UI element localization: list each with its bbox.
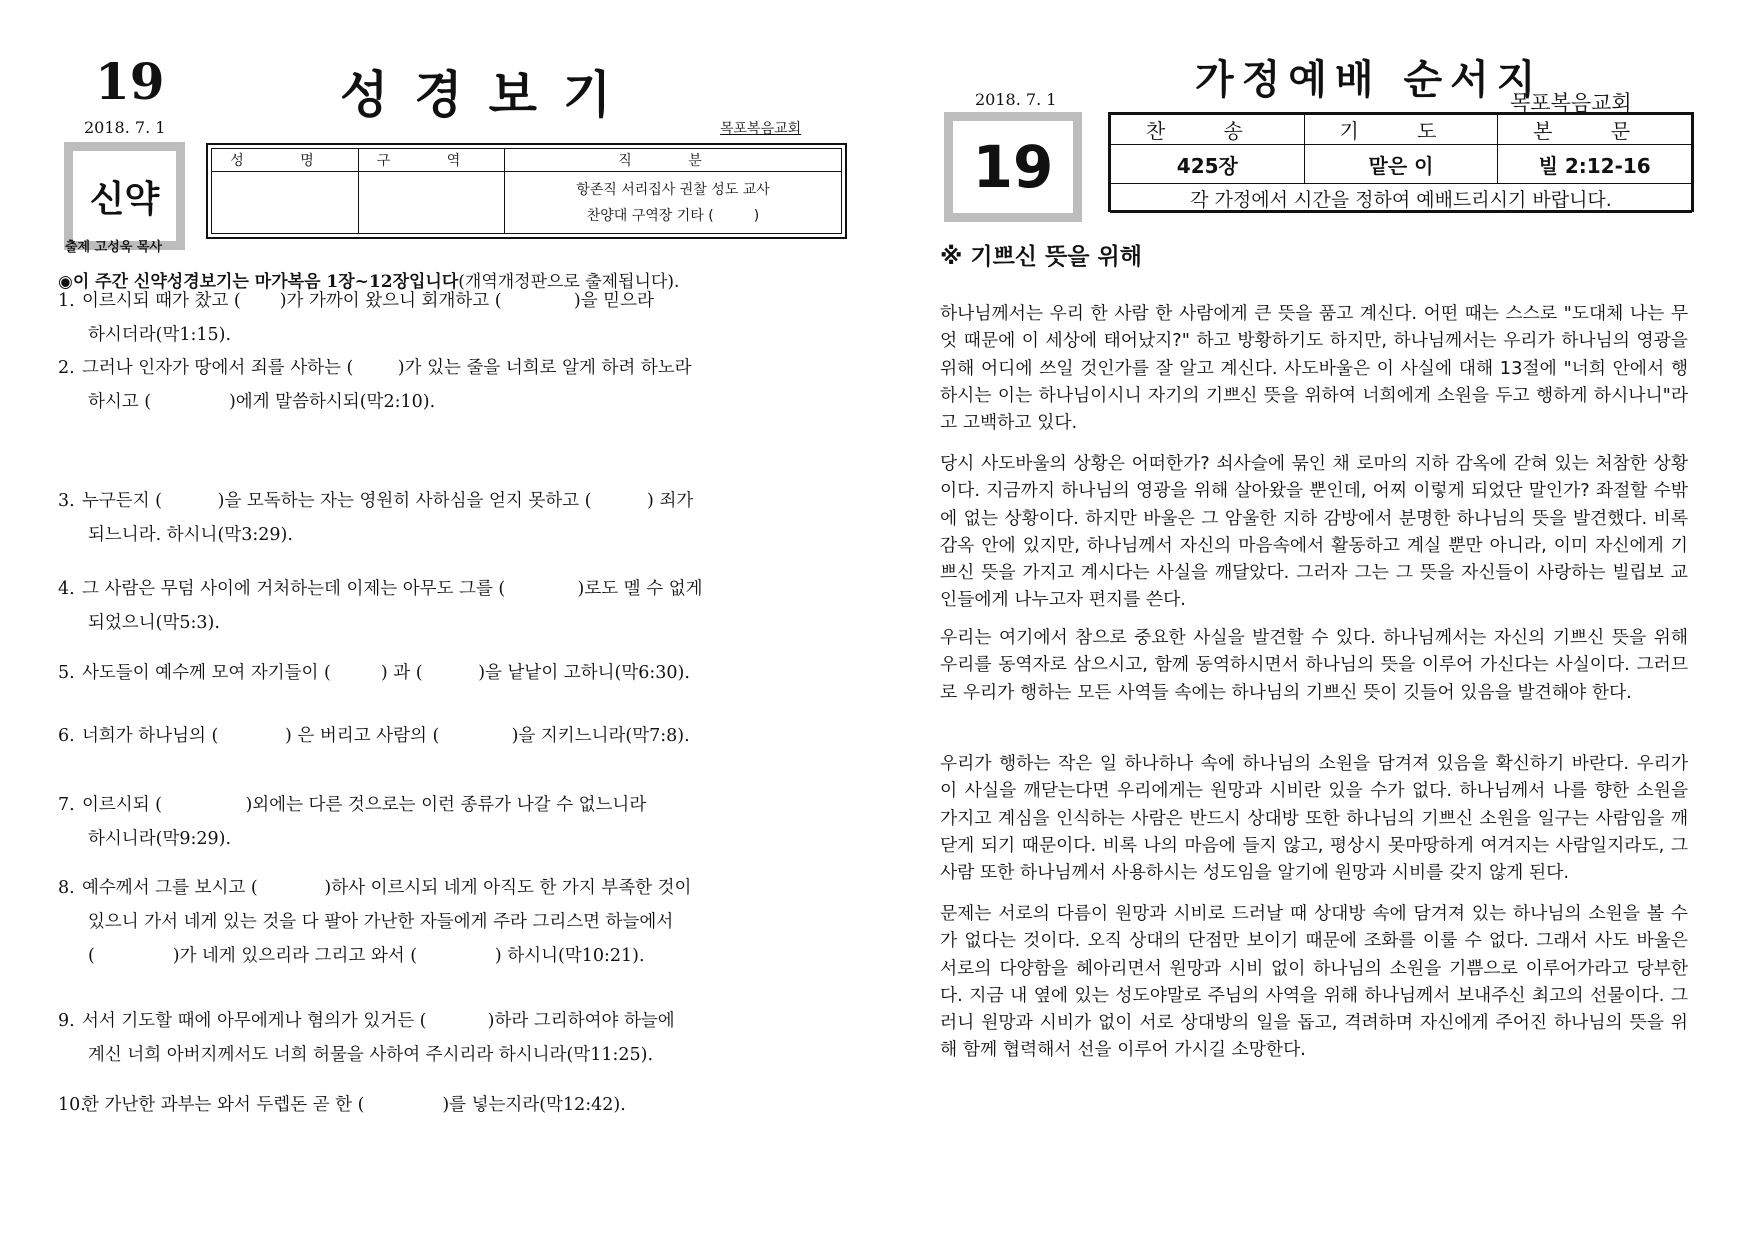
intro-note: (개역개정판으로 출제됩니다). (458, 272, 680, 292)
sermon-title: ※ 기쁘신 뜻을 위해 (940, 244, 1142, 270)
question-item (58, 284, 828, 352)
worship-order-table (1108, 112, 1694, 212)
question-text: 이르시되 때가 찼고 ( )가 가까이 왔으니 회개하고 ( )을 믿으라 (82, 291, 654, 311)
question-line (58, 871, 828, 905)
question-text: 그러나 인자가 땅에서 죄를 사하는 ( )가 있는 줄을 너희로 알게 하려 하노라 (82, 358, 692, 378)
sermon-paragraph: 우리는 여기에서 참으로 중요한 사실을 발견할 수 있다. 하나님께서는 자신의 기쁘신 뜻을 위해 우리를 동역자로 삼으시고, 함께 동역하시면서 하나님의 뜻을 이루어 가신다는 사실이다. 그러므로 우리가 행하는 모든 사역들 속에는 하나님의 기쁘신 뜻이 깃들어 있음을 발견해야 한다. (940, 627, 1688, 703)
question-number: 3. (58, 491, 75, 511)
name-field[interactable] (212, 172, 358, 233)
question-continuation: ( )가 네게 있으리라 그리고 와서 ( ) 하시니(막10:21). (88, 946, 645, 966)
scripture-value: 빌 2:12-16 (1498, 145, 1692, 184)
header-scripture: 본 문 (1498, 115, 1692, 145)
member-info-table (206, 143, 847, 239)
worship-church: 목포복음교회 (1510, 91, 1632, 115)
question-line (58, 1004, 828, 1038)
question-number: 8. (58, 878, 75, 898)
question-line (58, 351, 828, 385)
question-item (58, 1004, 828, 1072)
header-district: 구 역 (359, 149, 504, 172)
question-line (58, 1088, 828, 1122)
issue-number: 19 (95, 52, 165, 111)
question-text: 서서 기도할 때에 아무에게나 혐의가 있거든 ( )하라 그리하여야 하늘에 (82, 1011, 675, 1031)
question-item (58, 1088, 828, 1122)
question-continuation: 있으니 가서 네게 있는 것을 다 팔아 가난한 자들에게 주라 그리스면 하늘에서 (88, 912, 674, 932)
question-text: 예수께서 그를 보시고 ( )하사 이르시되 네게 아직도 한 가지 부족한 것이 (82, 878, 692, 898)
question-item (58, 656, 828, 690)
question-line (58, 284, 828, 318)
question-continuation: 하시니라(막9:29). (88, 829, 232, 849)
question-number: 2. (58, 358, 75, 378)
question-number: 10. (58, 1095, 86, 1115)
question-item (58, 719, 828, 753)
question-number: 9. (58, 1011, 75, 1031)
sermon-paragraph: 당시 사도바울의 상황은 어떠한가? 쇠사슬에 묶인 채 로마의 지하 감옥에 갇혀 있는 처참한 상황이다. 지금까지 하나님의 영광을 위해 살아왔을 뿐인데, 어찌 이렇게 되었단 말인가? 좌절할 수밖에 없는 상황이다. 하지만 바울은 그 암울한 지하 감방에서 분명한 하나님의 뜻을 발견했다. 비록 감옥 안에 있지만, 하나님께서 자신의 마음속에서 활동하고 계실 뿐만 아니라, 이미 자신에게 기쁘신 뜻을 가지고 계시다는 사실을 깨달았다. 그러자 그는 그 뜻을 자신들이 사랑하는 빌립보 교인들에게 나누고자 편지를 쓴다. (940, 453, 1688, 611)
header-name: 성 명 (212, 149, 358, 172)
question-text: 사도들이 예수께 모여 자기들이 ( ) 과 ( )을 낱낱이 고하니(막6:30). (82, 663, 690, 683)
question-number: 1. (58, 291, 75, 311)
question-text: 그 사람은 무덤 사이에 거처하는데 이제는 아무도 그를 ( )로도 멜 수 없게 (82, 579, 703, 599)
question-line (58, 484, 828, 518)
author: 출제 고성욱 목사 (65, 240, 162, 255)
church-name: 목포복음교회 (720, 121, 802, 137)
question-continuation: 하시더라(막1:15). (88, 325, 232, 345)
question-number: 7. (58, 795, 75, 815)
prayer-value: 맡은 이 (1304, 145, 1498, 184)
question-number: 6. (58, 726, 75, 746)
question-item (58, 871, 828, 973)
question-text: 너희가 하나님의 ( ) 은 버리고 사람의 ( )을 지키느니라(막7:8). (82, 726, 690, 746)
question-line (58, 719, 828, 753)
district-field[interactable] (359, 172, 504, 233)
hymn-value: 425장 (1111, 145, 1305, 184)
question-continuation: 되느니라. 하시니(막3:29). (88, 525, 293, 545)
question-item (58, 788, 828, 856)
question-text: 누구든지 ( )을 모독하는 자는 영원히 사하심을 얻지 못하고 ( ) 죄가 (82, 491, 694, 511)
question-line (58, 572, 828, 606)
question-number: 5. (58, 663, 75, 683)
question-line (58, 656, 828, 690)
worship-note: 각 가정에서 시간을 정하여 예배드리시기 바랍니다. (1111, 184, 1692, 213)
question-line (58, 788, 828, 822)
question-item (58, 572, 828, 640)
sermon-paragraph: 문제는 서로의 다름이 원망과 시비로 드러날 때 상대방 속에 담겨져 있는 하나님의 소원을 볼 수가 없다는 것이다. 오직 상대의 단점만 보이기 때문에 조화를 이룰 수 없다. 그래서 사도 바울은 서로의 다양함을 헤아리면서 원망과 시비 없이 하나님의 소원을 기쁨으로 이루어가라고 당부한다. 지금 내 옆에 있는 성도야말로 주님의 사역을 위해 하나님께서 보내주신 최고의 선물이다. 그러니 원망과 시비가 없이 서로 상대방의 일을 돕고, 격려하며 자신에게 주어진 하나님의 뜻을 위해 함께 협력해서 선을 이루어 가시길 소망한다. (940, 903, 1688, 1061)
question-number: 4. (58, 579, 75, 599)
question-item (58, 484, 828, 552)
header-position: 직 분 (505, 149, 841, 172)
header-hymn: 찬 송 (1111, 115, 1305, 145)
position-options[interactable] (505, 172, 841, 233)
issue-date: 2018. 7. 1 (84, 118, 166, 137)
sermon-paragraph: 우리가 행하는 작은 일 하나하나 속에 하나님의 소원을 담겨져 있음을 확신하기 바란다. 우리가 이 사실을 깨닫는다면 우리에게는 원망과 시비란 있을 수가 없다. 하나님께서 나를 향한 소원을 가지고 계심을 인식하는 사람은 반드시 상대방 또한 하나님의 기쁘신 소원을 일구는 사람임을 깨닫게 되기 때문이다. 비록 나의 마음에 들지 않고, 평상시 못마땅하게 여겨지는 사람일지라도, 그 사람 또한 하나님께서 사용하시는 성도임을 알기에 원망과 시비를 갖지 않게 된다. (940, 753, 1688, 884)
question-text: 이르시되 ( )외에는 다른 것으로는 이런 종류가 나갈 수 없느니라 (82, 795, 647, 815)
question-continuation: 되었으니(막5:3). (88, 613, 220, 633)
question-continuation: 하시고 ( )에게 말씀하시되(막2:10). (88, 392, 436, 412)
question-continuation: 계신 너희 아버지께서도 너희 허물을 사하여 주시리라 하시니라(막11:25). (88, 1045, 654, 1065)
question-text: 한 가난한 과부는 와서 두렙돈 곧 한 ( )를 넣는지라(막12:42). (82, 1095, 626, 1115)
position-line-2: 찬양대 구역장 기타 ( ) (586, 207, 760, 224)
worship-date: 2018. 7. 1 (975, 90, 1057, 109)
intro-bold: ◉이 주간 신약성경보기는 마가복음 1장~12장입니다 (58, 272, 459, 292)
testament-badge: 신약 (64, 142, 185, 250)
worship-title: 가정예배 순서지 (1195, 57, 1544, 103)
header-prayer: 기 도 (1304, 115, 1498, 145)
page-title: 성경보기 (340, 66, 638, 124)
question-item (58, 351, 828, 419)
sermon-paragraph: 하나님께서는 우리 한 사람 한 사람에게 큰 뜻을 품고 계신다. 어떤 때는 스스로 "도대체 나는 무엇 때문에 이 세상에 태어났지?" 하고 방황하기도 하지만, 하나님께서는 우리가 하나님의 영광을 위해 어디에 쓰일 것인가를 잘 알고 계신다. 사도바울은 이 사실에 대해 13절에 "너희 안에서 행하시는 이는 하나님이시니 자기의 기쁘신 뜻을 위하여 너희에게 소원을 두고 행하게 하시나니"라고 고백하고 있다. (940, 303, 1688, 434)
worship-number: 19 (944, 112, 1082, 222)
position-line-1: 항존직 서리집사 권찰 성도 교사 (576, 181, 770, 198)
